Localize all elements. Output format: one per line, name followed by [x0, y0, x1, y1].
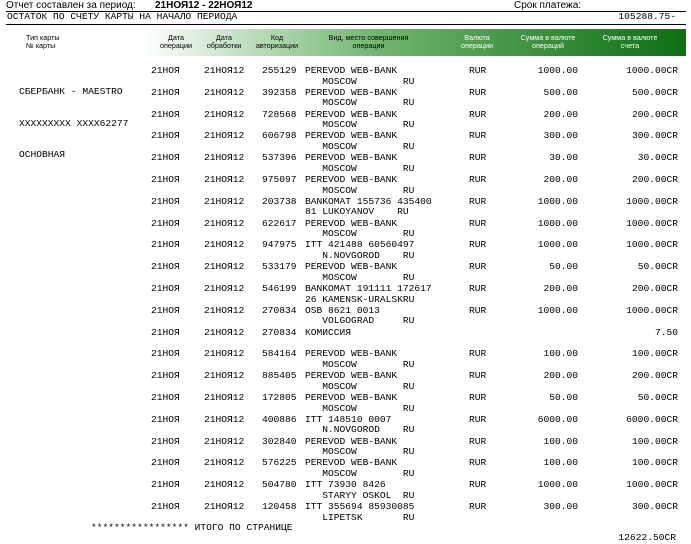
amount-op: 200.00: [543, 174, 578, 185]
description: [305, 88, 414, 109]
table-row: [6, 262, 686, 283]
proc-date: 21НОЯ12: [204, 130, 245, 142]
description-line2: MOSCOW RU: [305, 162, 415, 174]
currency: RUR: [469, 479, 487, 491]
table-row: [6, 393, 686, 414]
description-line2: MOSCOW RU: [305, 140, 415, 152]
description-line2: N.NOVGOROD RU: [305, 424, 415, 436]
description-line1: ITT 355694 85930085: [305, 501, 415, 512]
auth-code: 120458: [262, 501, 297, 512]
op-date: 21НОЯ: [151, 413, 180, 425]
op-date: 21НОЯ: [151, 326, 180, 338]
description-line2: MOSCOW RU: [305, 358, 415, 370]
currency: RUR: [469, 370, 487, 382]
auth-code: 576225: [262, 457, 297, 469]
auth-code: 203738: [262, 195, 297, 207]
description-line2: 81 LUKOYANOV RU: [305, 206, 409, 218]
amount-op: 6000.00: [537, 413, 578, 425]
description-line2: LIPETSK RU: [305, 511, 415, 523]
description-line1: ITT 73930 8426: [305, 479, 386, 491]
amount-acc: 300.00CR: [631, 130, 678, 142]
currency: RUR: [469, 348, 487, 360]
currency: RUR: [469, 304, 487, 316]
description-line1: PEREVOD WEB-BANK: [305, 65, 398, 76]
proc-date: 21НОЯ12: [204, 174, 245, 185]
amount-op: 1000.00: [537, 65, 578, 76]
description: [305, 480, 414, 501]
auth-code: 255129: [262, 65, 297, 76]
description-line2: 26 KAMENSK-URALSKRU: [305, 293, 415, 305]
op-date: 21НОЯ: [151, 239, 180, 251]
currency: RUR: [469, 457, 487, 469]
balance-divider: [6, 24, 686, 25]
auth-code: 622617: [262, 217, 297, 229]
description: [305, 306, 414, 327]
table-row: [6, 88, 686, 109]
proc-date: 21НОЯ12: [204, 195, 245, 207]
op-date: 21НОЯ: [151, 479, 180, 491]
opening-balance-value: 105288.75-: [618, 11, 676, 22]
amount-acc: 1000.00CR: [626, 65, 678, 76]
proc-date: 21НОЯ12: [204, 348, 245, 360]
description: [305, 153, 414, 174]
auth-code: 885405: [262, 370, 297, 382]
op-date: 21НОЯ: [151, 217, 180, 229]
op-date: 21НОЯ: [151, 86, 180, 98]
col-amount-acc: Сумма в валюте счета: [602, 33, 658, 50]
description-line2: MOSCOW RU: [305, 119, 415, 131]
auth-code: 537396: [262, 152, 297, 164]
description: [305, 415, 414, 436]
proc-date: 21НОЯ12: [204, 370, 245, 382]
table-row: [6, 153, 686, 174]
col-proc-date: Дата обработки: [206, 33, 242, 50]
amount-op: 200.00: [543, 283, 578, 294]
currency: RUR: [469, 195, 487, 207]
auth-code: 533179: [262, 261, 297, 273]
description-line2: VOLGOGRAD RU: [305, 315, 415, 327]
col-auth-code: Код авторизации: [255, 33, 299, 50]
auth-code: 947975: [262, 239, 297, 251]
description-line1: PEREVOD WEB-BANK: [305, 348, 398, 360]
amount-op: 50.00: [549, 392, 578, 403]
auth-code: 392358: [262, 86, 297, 98]
op-date: 21НОЯ: [151, 108, 180, 120]
auth-code: 584164: [262, 348, 297, 360]
page-total: [6, 512, 686, 543]
proc-date: 21НОЯ12: [204, 392, 245, 403]
description: [305, 131, 414, 152]
op-date: 21НОЯ: [151, 501, 180, 512]
description-line1: PEREVOD WEB-BANK: [305, 86, 398, 98]
amount-acc: 200.00CR: [631, 370, 678, 382]
table-row: [6, 284, 686, 305]
col-op-date: Дата операции: [159, 33, 193, 50]
currency: RUR: [469, 108, 487, 120]
auth-code: 504780: [262, 479, 297, 491]
description-line2: MOSCOW RU: [305, 75, 415, 87]
card-type: ОСНОВНАЯ: [19, 149, 66, 160]
currency: RUR: [469, 217, 487, 229]
amount-op: 300.00: [543, 501, 578, 512]
table-row: [6, 349, 686, 370]
description-line1: PEREVOD WEB-BANK: [305, 435, 398, 447]
proc-date: 21НОЯ12: [204, 283, 245, 294]
currency: RUR: [469, 413, 487, 425]
table-row: [6, 458, 686, 479]
currency: RUR: [469, 239, 487, 251]
amount-acc: 6000.00CR: [626, 413, 678, 425]
description: [305, 240, 414, 261]
proc-date: 21НОЯ12: [204, 217, 245, 229]
description-line1: ITT 421488 60560497: [305, 239, 415, 251]
amount-op: 30.00: [549, 152, 578, 164]
description-line1: PEREVOD WEB-BANK: [305, 370, 398, 382]
description-line2: MOSCOW RU: [305, 380, 415, 392]
op-date: 21НОЯ: [151, 65, 180, 76]
amount-acc: 1000.00CR: [626, 217, 678, 229]
amount-op: 1000.00: [537, 217, 578, 229]
report-header: [6, 0, 686, 11]
description: [305, 393, 414, 414]
op-date: 21НОЯ: [151, 348, 180, 360]
amount-op: 100.00: [543, 435, 578, 447]
currency: RUR: [469, 283, 487, 294]
description-line2: STARYY OSKOL RU: [305, 489, 415, 501]
amount-op: 100.00: [543, 457, 578, 469]
amount-acc: 100.00CR: [631, 435, 678, 447]
description-line1: BANKOMAT 155736 435400: [305, 195, 432, 207]
amount-op: 50.00: [549, 261, 578, 273]
opening-balance: [6, 12, 686, 23]
currency: RUR: [469, 65, 487, 76]
description: [305, 110, 414, 131]
description-line1: PEREVOD WEB-BANK: [305, 174, 398, 185]
description-line2: MOSCOW RU: [305, 446, 415, 458]
description-line2: MOSCOW RU: [305, 402, 415, 414]
col-description: Вид, место совершения операции: [328, 33, 409, 50]
amount-acc: 7.50: [654, 326, 678, 338]
amount-op: 1000.00: [537, 239, 578, 251]
amount-acc: 30.00CR: [637, 152, 678, 164]
description: [305, 284, 432, 305]
amount-op: 1000.00: [537, 479, 578, 491]
op-date: 21НОЯ: [151, 370, 180, 382]
table-row: [6, 371, 686, 392]
proc-date: 21НОЯ12: [204, 152, 245, 164]
amount-acc: 100.00CR: [631, 348, 678, 360]
amount-acc: 100.00CR: [631, 457, 678, 469]
col-currency: Валюта операции: [460, 33, 494, 50]
page-total-value: 12622.50CR: [618, 532, 676, 543]
description: [305, 458, 414, 479]
table-row: [6, 175, 686, 196]
amount-acc: 1000.00CR: [626, 304, 678, 316]
amount-acc: 1000.00CR: [626, 195, 678, 207]
table-header: [6, 29, 686, 56]
table-row: [6, 415, 686, 436]
page-total-label: ***************** ИТОГО ПО СТРАНИЦЕ: [91, 521, 293, 533]
currency: RUR: [469, 392, 487, 403]
table-row: [6, 131, 686, 152]
col-card-type: Тип карты № карты: [26, 33, 60, 50]
description-line2: N.NOVGOROD RU: [305, 249, 415, 261]
proc-date: 21НОЯ12: [204, 479, 245, 491]
currency: RUR: [469, 501, 487, 512]
amount-acc: 200.00CR: [631, 174, 678, 185]
auth-code: 400886: [262, 413, 297, 425]
amount-op: 100.00: [543, 348, 578, 360]
amount-op: 500.00: [543, 86, 578, 98]
description-line1: PEREVOD WEB-BANK: [305, 130, 398, 142]
op-date: 21НОЯ: [151, 195, 180, 207]
table-row: [6, 240, 686, 261]
table-row: [6, 306, 686, 327]
amount-op: 1000.00: [537, 195, 578, 207]
proc-date: 21НОЯ12: [204, 304, 245, 316]
proc-date: 21НОЯ12: [204, 261, 245, 273]
transactions-table: [6, 65, 686, 523]
amount-op: 200.00: [543, 370, 578, 382]
description-line1: PEREVOD WEB-BANK: [305, 108, 398, 120]
op-date: 21НОЯ: [151, 457, 180, 469]
amount-op: 300.00: [543, 130, 578, 142]
op-date: 21НОЯ: [151, 130, 180, 142]
amount-acc: 200.00CR: [631, 108, 678, 120]
proc-date: 21НОЯ12: [204, 457, 245, 469]
op-date: 21НОЯ: [151, 152, 180, 164]
description: [305, 219, 414, 240]
description-line2: MOSCOW RU: [305, 228, 415, 240]
proc-date: 21НОЯ12: [204, 435, 245, 447]
currency: RUR: [469, 261, 487, 273]
auth-code: 270834: [262, 304, 297, 316]
description-line1: PEREVOD WEB-BANK: [305, 217, 398, 229]
proc-date: 21НОЯ12: [204, 413, 245, 425]
op-date: 21НОЯ: [151, 261, 180, 273]
auth-code: 975097: [262, 174, 297, 185]
amount-op: 200.00: [543, 108, 578, 120]
description-line2: MOSCOW RU: [305, 467, 415, 479]
description-line1: КОМИССИЯ: [305, 326, 352, 338]
description-line1: BANKOMAT 191111 172617: [305, 283, 432, 294]
table-row: [6, 110, 686, 131]
description: [305, 349, 414, 370]
description: [305, 328, 351, 339]
description-line2: MOSCOW RU: [305, 97, 415, 109]
description-line2: MOSCOW RU: [305, 271, 415, 283]
proc-date: 21НОЯ12: [204, 326, 245, 338]
currency: RUR: [469, 174, 487, 185]
due-date-label: Срок платежа:: [514, 0, 582, 11]
opening-balance-label: ОСТАТОК ПО СЧЕТУ КАРТЫ НА НАЧАЛО ПЕРИОДА: [7, 11, 238, 22]
amount-acc: 50.00CR: [637, 392, 678, 403]
auth-code: 606798: [262, 130, 297, 142]
op-date: 21НОЯ: [151, 283, 180, 294]
op-date: 21НОЯ: [151, 392, 180, 403]
description: [305, 66, 414, 87]
table-row: [6, 437, 686, 458]
description: [305, 197, 432, 218]
description-line1: PEREVOD WEB-BANK: [305, 457, 398, 469]
amount-acc: 500.00CR: [631, 86, 678, 98]
auth-code: 172805: [262, 392, 297, 403]
proc-date: 21НОЯ12: [204, 65, 245, 76]
description: [305, 262, 414, 283]
amount-acc: 50.00CR: [637, 261, 678, 273]
currency: RUR: [469, 86, 487, 98]
amount-acc: 300.00CR: [631, 501, 678, 512]
currency: RUR: [469, 435, 487, 447]
auth-code: 302840: [262, 435, 297, 447]
description: [305, 371, 414, 392]
amount-acc: 1000.00CR: [626, 239, 678, 251]
amount-acc: 1000.00CR: [626, 479, 678, 491]
description-line1: ITT 148510 0007: [305, 413, 392, 425]
description-line1: PEREVOD WEB-BANK: [305, 392, 398, 403]
auth-code: 728568: [262, 108, 297, 120]
op-date: 21НОЯ: [151, 304, 180, 316]
description-line2: MOSCOW RU: [305, 184, 415, 196]
auth-code: 546199: [262, 283, 297, 294]
description-line1: PEREVOD WEB-BANK: [305, 152, 398, 164]
currency: RUR: [469, 130, 487, 142]
amount-op: 1000.00: [537, 304, 578, 316]
proc-date: 21НОЯ12: [204, 501, 245, 512]
description: [305, 437, 414, 458]
table-row: [6, 328, 686, 349]
table-row: [6, 66, 686, 87]
period-label: Отчет составлен за период:: [6, 0, 136, 11]
card-name: СБЕРБАНК - MAESTRO: [19, 86, 123, 97]
proc-date: 21НОЯ12: [204, 108, 245, 120]
amount-acc: 200.00CR: [631, 283, 678, 294]
table-row: [6, 197, 686, 218]
op-date: 21НОЯ: [151, 435, 180, 447]
currency: RUR: [469, 152, 487, 164]
auth-code: 270834: [262, 326, 297, 338]
period-value: 21НОЯ12 - 22НОЯ12: [155, 0, 253, 11]
table-row: [6, 219, 686, 240]
table-row: [6, 480, 686, 501]
description-line1: PEREVOD WEB-BANK: [305, 261, 398, 273]
op-date: 21НОЯ: [151, 174, 180, 185]
proc-date: 21НОЯ12: [204, 239, 245, 251]
col-amount-op: Сумма в валюте операций: [520, 33, 576, 50]
card-number: XXXXXXXXX XXXX62277: [19, 117, 129, 129]
description: [305, 175, 414, 196]
description-line1: OSB 8621 0013: [305, 304, 380, 316]
proc-date: 21НОЯ12: [204, 86, 245, 98]
